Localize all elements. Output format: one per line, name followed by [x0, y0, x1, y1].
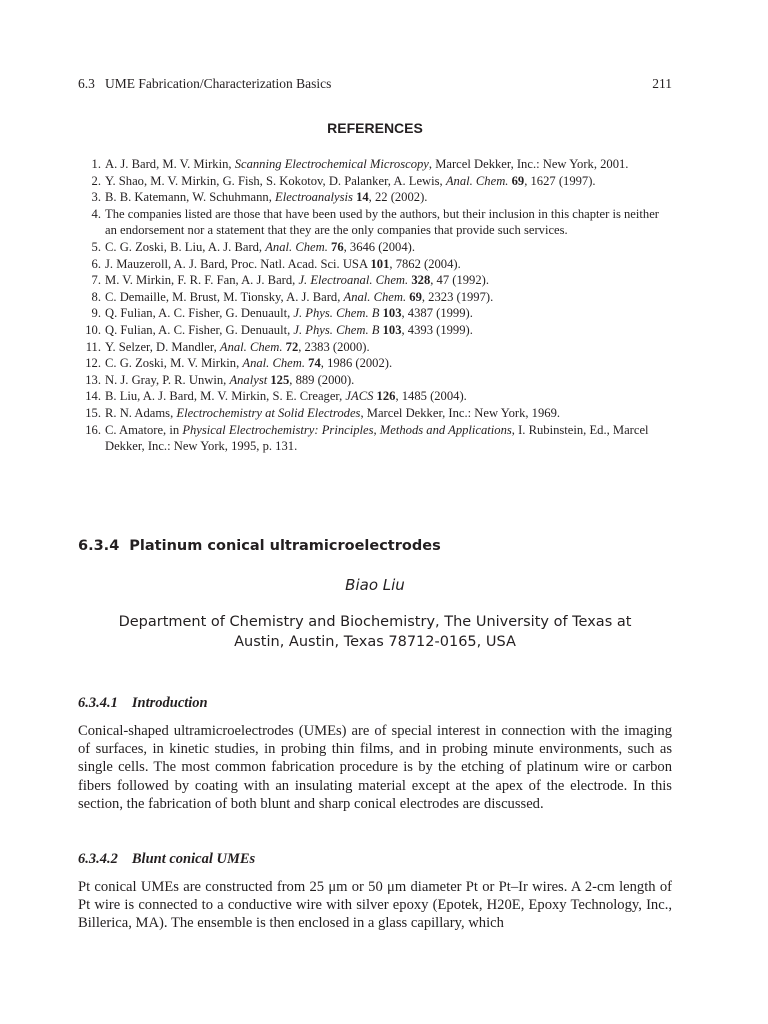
blunt-title: Blunt conical UMEs — [131, 851, 256, 867]
reference-text: 101 — [370, 256, 390, 271]
reference-text: C. Demaille, M. Brust, M. Tionsky, A. J. Bard, — [105, 289, 344, 304]
introduction-title: Introduction — [131, 695, 208, 711]
reference-text: , I. Rubinstein, Ed., Marcel Dekker, Inc.: New York, 1995, p. 131. — [105, 422, 649, 454]
blunt-heading — [78, 851, 255, 868]
references-heading: REFERENCES — [327, 120, 423, 136]
blunt-number: 6.3.4.2 — [78, 851, 118, 867]
introduction-number: 6.3.4.1 — [78, 695, 118, 711]
reference-text: Anal. Chem. — [343, 289, 407, 304]
reference-text: M. V. Mirkin, F. R. F. Fan, A. J. Bard, — [105, 273, 299, 288]
reference-text: , 889 (2000). — [289, 372, 355, 387]
reference-text: N. J. Gray, P. R. Unwin, — [105, 372, 230, 387]
reference-text: 126 — [376, 389, 396, 404]
reference-text: R. N. Adams, — [105, 405, 177, 420]
reference-item — [78, 305, 672, 322]
reference-text: Electrochemistry at Solid Electrodes — [176, 405, 361, 420]
reference-text: Y. Shao, M. V. Mirkin, G. Fish, S. Kokotov, D. Palanker, A. Lewis, — [105, 173, 446, 188]
reference-number: 1. — [91, 157, 101, 171]
reference-text: , 7862 (2004). — [389, 256, 461, 271]
reference-text: C. G. Zoski, M. V. Mirkin, — [105, 356, 243, 371]
reference-text: , 3646 (2004). — [343, 239, 415, 254]
reference-text: Physical Electrochemistry: Principles, Methods and Applications — [182, 422, 512, 437]
reference-number: 11. — [85, 339, 101, 354]
reference-item — [78, 272, 672, 289]
reference-text: Y. Selzer, D. Mandler, — [105, 339, 220, 354]
reference-item — [78, 405, 672, 422]
reference-number: 9. — [91, 306, 101, 321]
author-name: Biao Liu — [345, 576, 405, 594]
section-heading — [78, 538, 441, 554]
reference-text: , 1485 (2004). — [395, 389, 467, 404]
reference-text: B. B. Katemann, W. Schuhmann, — [105, 190, 276, 205]
reference-item — [78, 422, 672, 455]
reference-item — [78, 206, 672, 239]
reference-number: 8. — [91, 289, 101, 304]
section-number: 6.3.4 — [78, 538, 120, 554]
reference-number: 4. — [91, 206, 101, 221]
reference-text: C. G. Zoski, B. Liu, A. J. Bard, — [105, 239, 266, 254]
blunt-paragraph: Pt conical UMEs are constructed from 25 μm or 50 μm diameter Pt or Pt–Ir wires. A 2-cm length of Pt wire is connected to a conductive wire with silver epoxy (Epotek, H20E, Epoxy Technology, Inc., Billerica, MA). The ensemble is then enclosed in a glass capillary, which — [78, 879, 672, 932]
reference-text: , 4393 (1999). — [401, 322, 473, 337]
reference-text: , 1627 (1997). — [524, 173, 596, 188]
reference-item — [78, 189, 672, 206]
reference-text: , Marcel Dekker, Inc.: New York, 1969. — [360, 405, 561, 420]
reference-item — [78, 355, 672, 372]
reference-text: J. Electroanal. Chem. — [298, 273, 409, 288]
reference-text: , 1986 (2002). — [320, 356, 393, 371]
reference-text: , 4387 (1999). — [401, 306, 473, 321]
reference-text: Q. Fulian, A. C. Fisher, G. Denuault, — [105, 306, 294, 321]
reference-text: 103 — [382, 322, 402, 337]
reference-text: 76 — [331, 239, 344, 254]
reference-number: 12. — [85, 356, 101, 371]
reference-text: 103 — [382, 306, 402, 321]
reference-text: J. Mauzeroll, A. J. Bard, Proc. Natl. Acad. Sci. USA — [105, 256, 371, 271]
section-title: Platinum conical ultramicroelectrodes — [129, 538, 441, 554]
reference-item — [78, 256, 672, 273]
introduction-paragraph: Conical-shaped ultramicroelectrodes (UMEs) are of special interest in connection with the imaging of surfaces, in kinetic studies, in probing thin films, and in probing minute environments, such as single cells. The most common fabrication procedure is by the etching of platinum wire or carbon fibers followed by coating with an insulating material except at the apex of the electrode. In this section, the fabrication of both blunt and sharp conical electrodes are discussed. — [78, 723, 672, 812]
reference-item — [78, 388, 672, 405]
reference-number: 10. — [85, 322, 101, 337]
reference-item — [78, 372, 672, 389]
reference-text: J. Phys. Chem. B — [293, 306, 380, 321]
page — [78, 0, 672, 1024]
affiliation-line-2: Austin, Austin, Texas 78712-0165, USA — [234, 634, 516, 650]
reference-item — [78, 239, 672, 256]
reference-number: 7. — [91, 273, 101, 288]
reference-item — [78, 156, 672, 173]
reference-number: 16. — [85, 422, 101, 437]
reference-item — [78, 173, 672, 190]
reference-number: 13. — [85, 372, 101, 387]
reference-text: JACS — [345, 389, 374, 404]
reference-text: , Marcel Dekker, Inc.: New York, 2001. — [428, 157, 629, 171]
reference-text: 14 — [356, 190, 369, 205]
reference-item — [78, 322, 672, 339]
reference-number: 3. — [91, 190, 101, 205]
page-number: 211 — [652, 76, 672, 91]
reference-item — [78, 289, 672, 306]
reference-text: Anal. Chem. — [265, 239, 328, 254]
introduction-heading — [78, 695, 208, 712]
reference-text: 69 — [409, 289, 422, 304]
reference-text: Anal. Chem. — [242, 356, 306, 371]
reference-text: , 22 (2002). — [368, 190, 428, 205]
reference-text: , 47 (1992). — [430, 273, 489, 288]
reference-text: 125 — [270, 372, 290, 387]
affiliation-line-1: Department of Chemistry and Biochemistry, The University of Texas at — [118, 614, 632, 630]
reference-text: Anal. Chem. — [445, 173, 509, 188]
reference-text: Q. Fulian, A. C. Fisher, G. Denuault, — [105, 322, 294, 337]
reference-item — [78, 339, 672, 356]
reference-text: A. J. Bard, M. V. Mirkin, — [105, 157, 235, 171]
running-head-section: 6.3 UME Fabrication/Characterization Basics — [78, 76, 332, 91]
reference-text: , 2383 (2000). — [298, 339, 370, 354]
reference-number: 5. — [91, 239, 101, 254]
reference-text: C. Amatore, in — [105, 422, 183, 437]
reference-text: 72 — [285, 339, 299, 354]
reference-list — [78, 156, 672, 455]
affiliation — [78, 612, 672, 652]
reference-text: The companies listed are those that have been used by the authors, but their inclusion in this chapter is neither an endorsement nor a statement that they are the only companies that provide such services. — [105, 206, 659, 238]
reference-text: Electroanalysis — [275, 190, 353, 205]
reference-number: 15. — [85, 405, 101, 420]
reference-number: 2. — [91, 173, 101, 188]
reference-number: 6. — [91, 256, 101, 271]
reference-number: 14. — [85, 389, 101, 404]
reference-text: Anal. Chem. — [219, 339, 283, 354]
reference-text: 69 — [511, 173, 525, 188]
reference-text: Analyst — [229, 372, 268, 387]
reference-text: J. Phys. Chem. B — [293, 322, 380, 337]
reference-text: 74 — [308, 356, 321, 371]
reference-text: B. Liu, A. J. Bard, M. V. Mirkin, S. E. Creager, — [105, 389, 346, 404]
reference-text: , 2323 (1997). — [421, 289, 494, 304]
reference-text: Scanning Electrochemical Microscopy — [234, 157, 429, 171]
reference-text: 328 — [411, 273, 431, 288]
